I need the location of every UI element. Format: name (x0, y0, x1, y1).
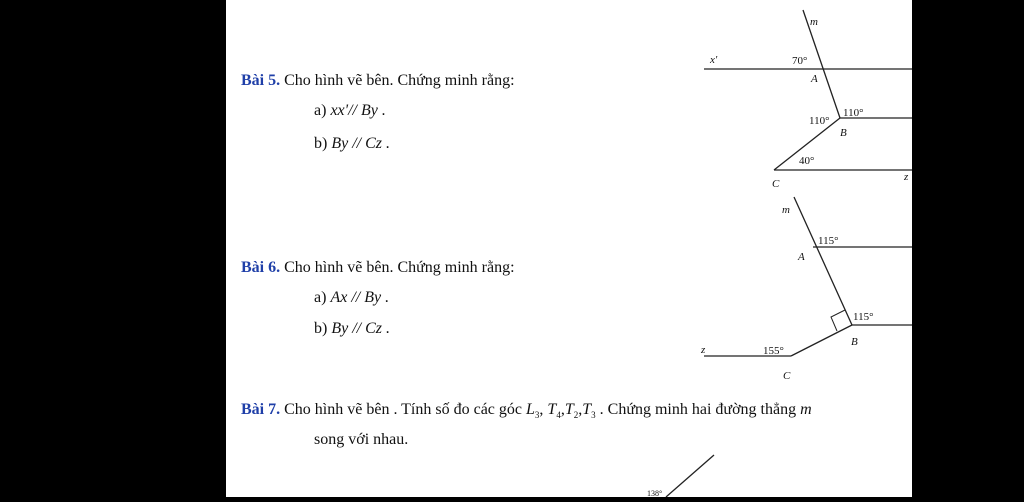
bai7-label: Bài 7. (241, 401, 281, 418)
label-z: z (904, 171, 909, 183)
point-C: C (772, 178, 780, 190)
bai6-b-expr: By // Cz . (331, 320, 390, 337)
bai7-angle-2: $T_4$ (547, 401, 561, 421)
bai7-line (666, 455, 714, 497)
bai6-a-expr: Ax // By . (330, 289, 390, 306)
bai7-angle-1: $L_3$ (526, 401, 540, 421)
angle-B-left-110: 110° (809, 115, 830, 127)
bai6-b-prefix: b) (314, 320, 328, 337)
bai7-angle-4: $T_3$ (582, 401, 596, 421)
angle-A-70: 70° (792, 55, 808, 67)
document-page (226, 0, 912, 497)
bai5-a-expr: xx'// By . (330, 102, 386, 119)
figures (226, 0, 912, 497)
angle-C-155: 155° (763, 345, 784, 357)
point-B: B (851, 336, 858, 348)
angle-138: 138° (647, 489, 663, 497)
bai5-figure (704, 10, 912, 190)
point-B: B (840, 127, 847, 139)
point-A: A (798, 251, 805, 263)
bai5-a-prefix: a) (314, 102, 327, 119)
bai6-a-prefix: a) (314, 289, 327, 306)
segment-BC (791, 325, 852, 356)
bai7-heading: Bài 7. Cho hình vẽ bên . Tính số đo các góc $L_3$, $T_4,T_2,T_3$ . Chứng minh hai đường thẳng m (241, 401, 812, 421)
bai6-label: Bài 6. (241, 259, 281, 276)
point-A: A (811, 73, 818, 85)
label-x-prime: x' (710, 54, 718, 66)
bai7-angle-3: $T_2$ (564, 401, 579, 421)
line-m (803, 10, 840, 118)
label-m: m (782, 204, 790, 216)
angle-B-right-110: 110° (843, 107, 864, 119)
label-m: m (810, 16, 818, 28)
bai6-figure (700, 197, 912, 382)
bai7-m-var: m (800, 401, 812, 418)
right-angle-mark (831, 310, 845, 331)
bai5-text: Cho hình vẽ bên. Chứng minh rằng: (284, 72, 515, 89)
bai6-text: Cho hình vẽ bên. Chứng minh rằng: (284, 259, 515, 276)
label-z: z (701, 344, 706, 356)
bai5-b-expr: By // Cz . (331, 135, 390, 152)
angle-B-115: 115° (853, 311, 874, 323)
angle-C-40: 40° (799, 155, 815, 167)
bai5-label: Bài 5. (241, 72, 281, 89)
bai7-line2: song với nhau. (314, 431, 409, 448)
bai5-b-prefix: b) (314, 135, 328, 152)
bai7-text-after: . Chứng minh hai đường thẳng (599, 401, 797, 418)
point-C: C (783, 370, 791, 382)
angle-A-115: 115° (818, 235, 839, 247)
bai7-text-before: Cho hình vẽ bên . Tính số đo các góc (284, 401, 523, 418)
bai7-figure (647, 455, 714, 497)
